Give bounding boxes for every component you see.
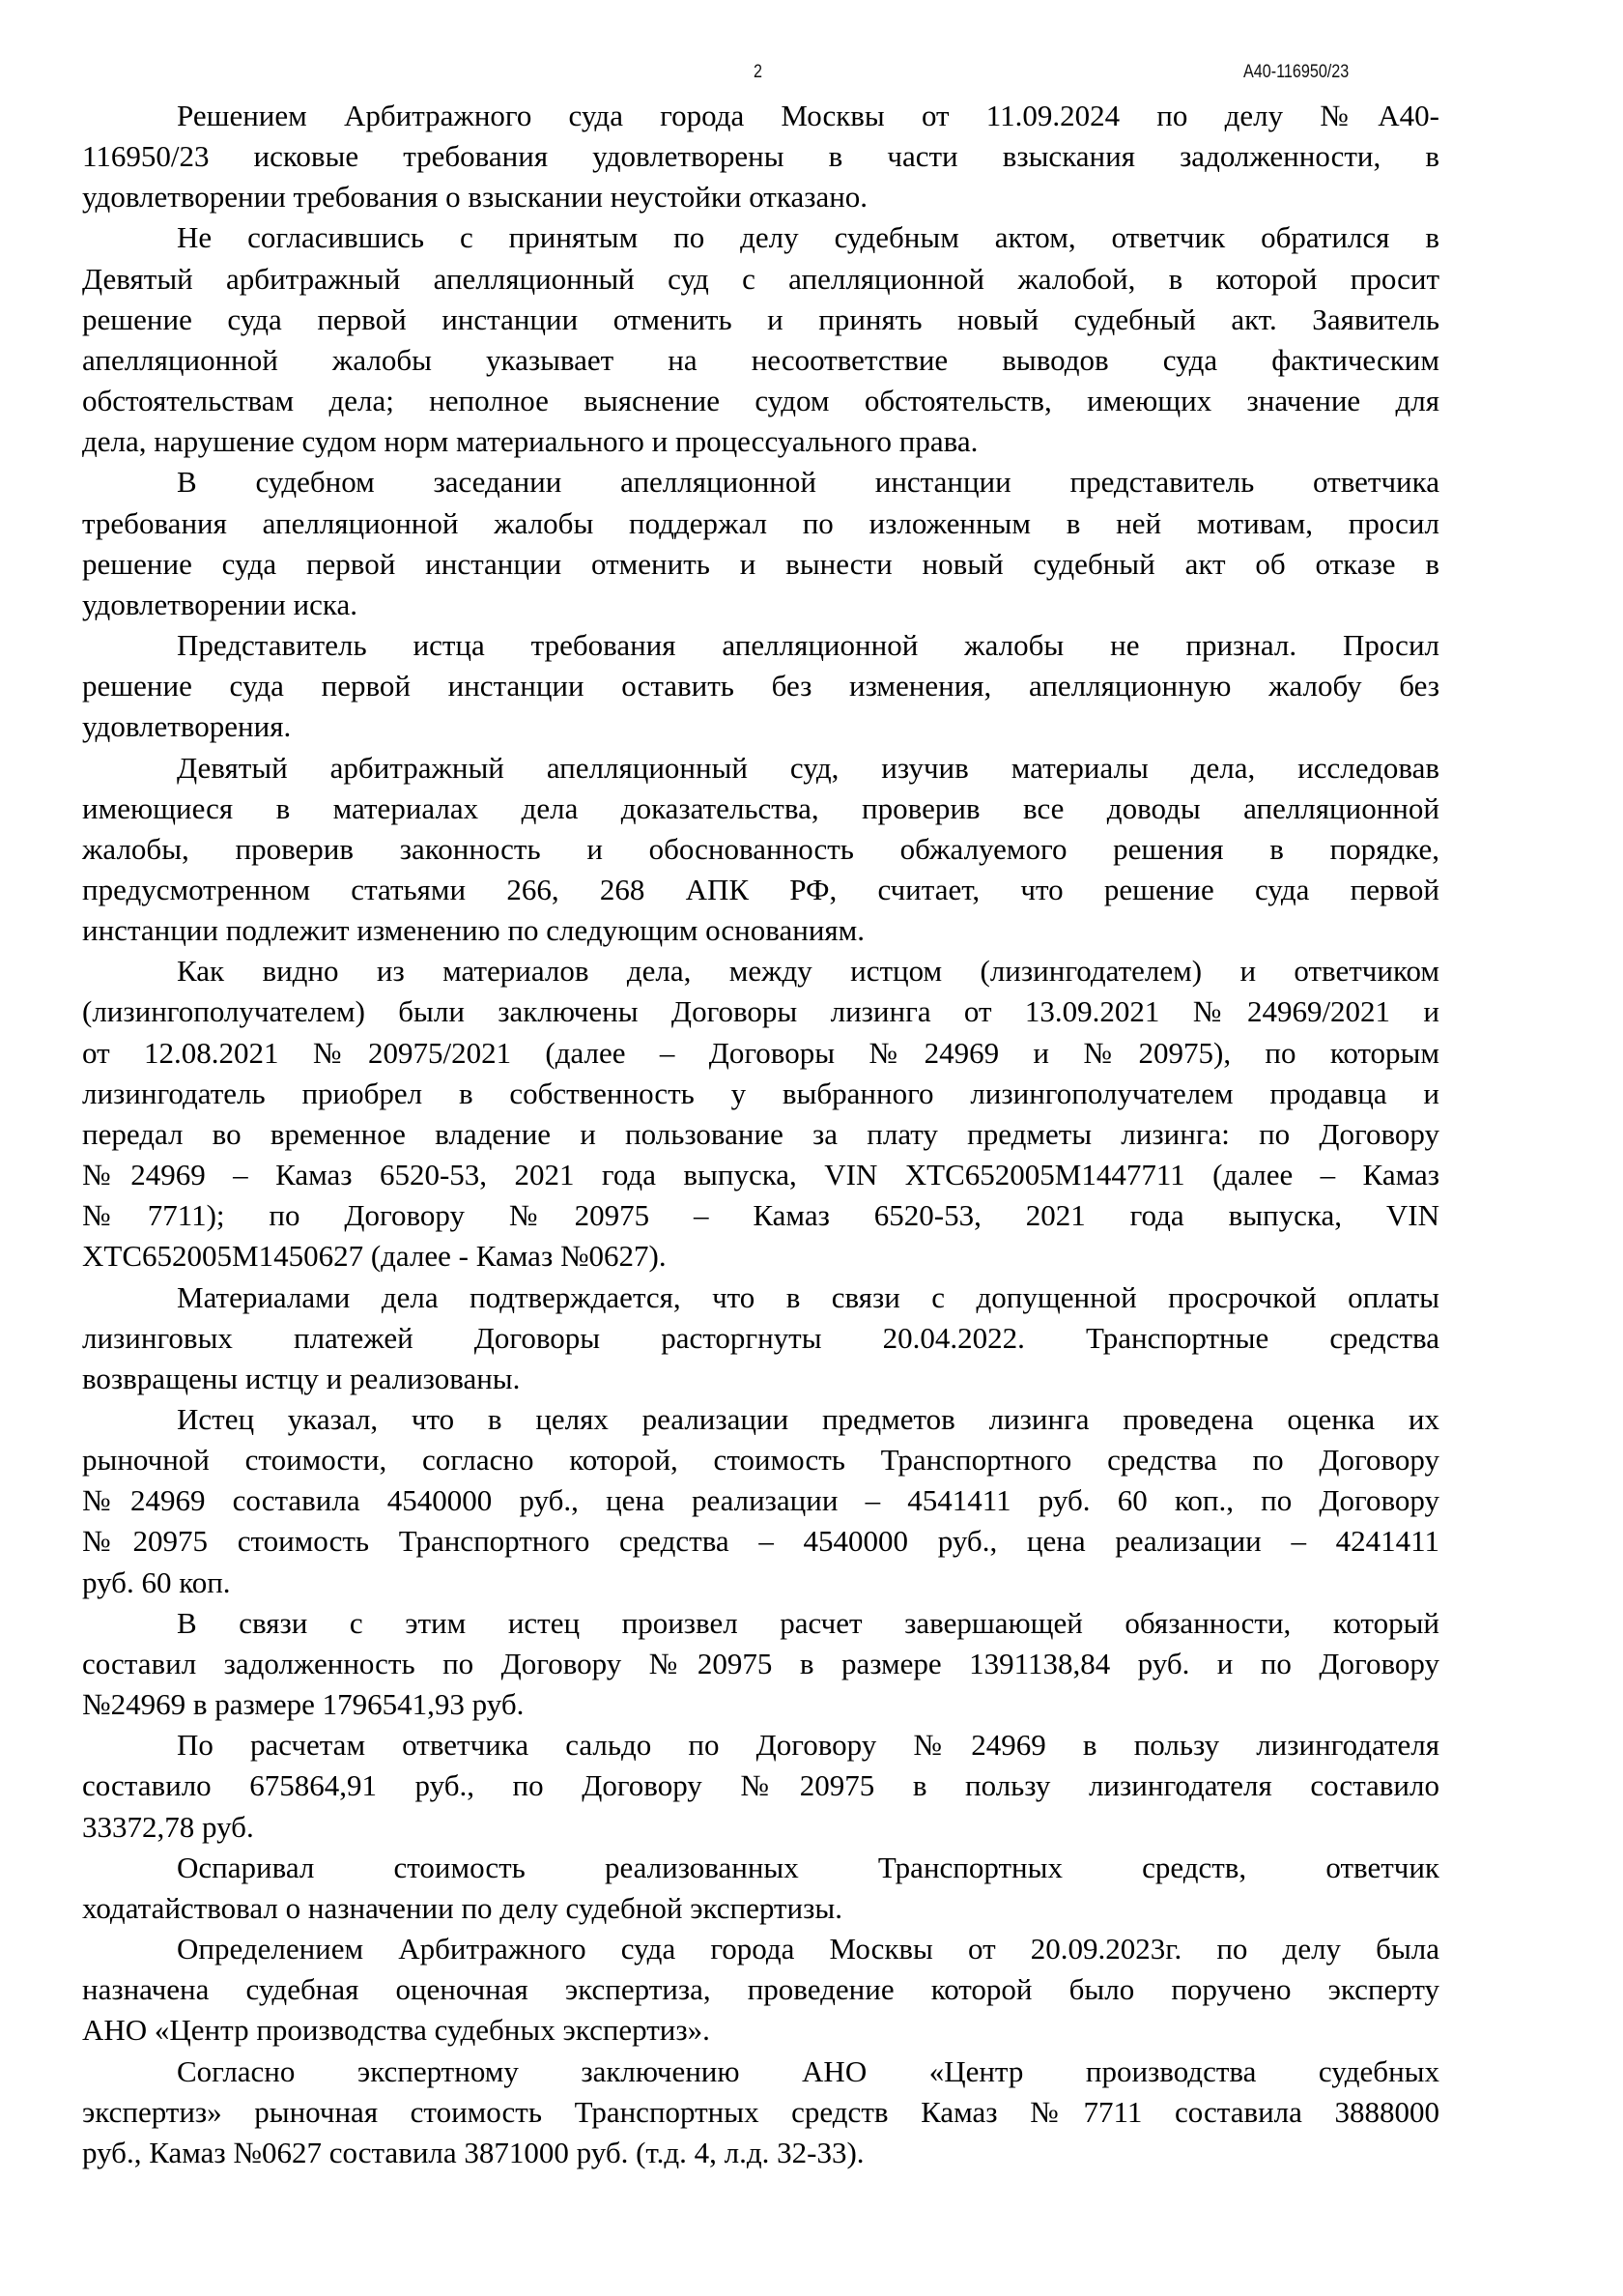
text-line: Не согласившись с принятым по делу судебным актом, ответчик обратился в xyxy=(177,220,1439,255)
text-line: руб., Камаз №0627 составила 3871000 руб. (т.д. 4, л.д. 32-33). xyxy=(82,2135,865,2169)
text-line: дела, нарушение судом норм материального и процессуального права. xyxy=(82,424,979,459)
text-line: №24969 – Камаз 6520-53, 2021 года выпуска, VIN XTC652005M1447711 (далее – Камаз xyxy=(82,1158,1439,1192)
text-line: №24969 составила 4540000 руб., цена реализации – 4541411 руб. 60 коп., по Договору xyxy=(82,1483,1439,1518)
text-line: экспертиз» рыночная стоимость Транспортных средств Камаз №7711 составила 3888000 xyxy=(82,2094,1439,2129)
paragraph xyxy=(82,217,1439,462)
text-line: удовлетворении требования о взыскании неустойки отказано. xyxy=(82,180,868,215)
text-line: Определением Арбитражного суда города Москвы от 20.09.2023г. по делу была xyxy=(177,1932,1439,1966)
paragraph xyxy=(82,1603,1439,1725)
text-line: передал во временное владение и пользование за плату предметы лизинга: по Договору xyxy=(82,1116,1439,1151)
paragraph xyxy=(82,1277,1439,1399)
text-line: назначена судебная оценочная экспертиза, проведение которой было поручено эксперту xyxy=(82,1972,1439,2007)
paragraph xyxy=(82,951,1439,1277)
text-line: Девятый арбитражный апелляционный суд с апелляционной жалобой, в которой просит xyxy=(82,261,1439,296)
text-line: требования апелляционной жалобы поддержал по изложенным в ней мотивам, просил xyxy=(82,505,1439,540)
text-line: удовлетворения. xyxy=(82,709,292,744)
paragraph xyxy=(82,462,1439,625)
paragraph xyxy=(82,1399,1439,1603)
text-line: Материалами дела подтверждается, что в связи с допущенной просрочкой оплаты xyxy=(177,1279,1439,1314)
text-line: лизингодатель приобрел в собственность у выбранного лизингополучателем продавца и xyxy=(82,1076,1439,1110)
text-line: Оспаривал стоимость реализованных Транспортных средств, ответчик xyxy=(177,1850,1439,1884)
text-line: ходатайствовал о назначении по делу судебной экспертизы. xyxy=(82,1890,842,1925)
text-line: В связи с этим истец произвел расчет завершающей обязанности, который xyxy=(177,1605,1439,1640)
text-line: решение суда первой инстанции отменить и принять новый судебный акт. Заявитель xyxy=(82,301,1439,336)
text-line: предусмотренном статьями 266, 268 АПК РФ, считает, что решение суда первой xyxy=(82,872,1439,906)
text-line: руб. 60 коп. xyxy=(82,1564,231,1599)
text-line: Согласно экспертному заключению АНО «Центр производства судебных xyxy=(177,2053,1439,2088)
text-line: №24969 в размере 1796541,93 руб. xyxy=(82,1687,525,1722)
text-line: рыночной стоимости, согласно которой, стоимость Транспортного средства по Договору xyxy=(82,1443,1439,1478)
text-line: обстоятельствам дела; неполное выяснение судом обстоятельств, имеющих значение для xyxy=(82,384,1439,418)
text-line: составило 675864,91 руб., по Договору №20975 в пользу лизингодателя составило xyxy=(82,1768,1439,1803)
text-line: Девятый арбитражный апелляционный суд, изучив материалы дела, исследовав xyxy=(177,750,1439,785)
text-line: лизинговых платежей Договоры расторгнуты 20.04.2022. Транспортные средства xyxy=(82,1320,1439,1355)
paragraph xyxy=(82,96,1439,217)
text-line: решение суда первой инстанции отменить и вынести новый судебный акт об отказе в xyxy=(82,546,1439,581)
text-line: возвращены истцу и реализованы. xyxy=(82,1361,521,1395)
text-line: апелляционной жалобы указывает на несоответствие выводов суда фактическим xyxy=(82,342,1439,377)
text-line: В судебном заседании апелляционной инстанции представитель ответчика xyxy=(177,465,1439,500)
text-line: По расчетам ответчика сальдо по Договору №24969 в пользу лизингодателя xyxy=(177,1728,1439,1763)
text-line: имеющиеся в материалах дела доказательства, проверив все доводы апелляционной xyxy=(82,790,1439,825)
paragraph xyxy=(82,1848,1439,1929)
paragraph xyxy=(82,625,1439,747)
text-line: Представитель истца требования апелляционной жалобы не признал. Просил xyxy=(177,628,1439,663)
text-line: удовлетворении иска. xyxy=(82,587,357,621)
text-line: АНО «Центр производства судебных экспертиз». xyxy=(82,2013,710,2048)
text-line: Истец указал, что в целях реализации предметов лизинга проведена оценка их xyxy=(177,1402,1439,1436)
page-number: 2 xyxy=(754,62,762,82)
paragraph xyxy=(82,748,1439,952)
text-line: 116950/23 исковые требования удовлетворены в части взыскания задолженности, в xyxy=(82,139,1439,174)
text-line: (лизингополучателем) были заключены Договоры лизинга от 13.09.2021 №24969/2021 и xyxy=(82,994,1439,1029)
text-line: решение суда первой инстанции оставить без изменения, апелляционную жалобу без xyxy=(82,669,1439,703)
text-line: составил задолженность по Договору №20975 в размере 1391138,84 руб. и по Договору xyxy=(82,1646,1439,1680)
text-line: инстанции подлежит изменению по следующим основаниям. xyxy=(82,913,866,948)
text-line: XTC652005M1450627 (далее - Камаз №0627). xyxy=(82,1239,667,1274)
text-line: жалобы, проверив законность и обоснованность обжалуемого решения в порядке, xyxy=(82,831,1439,866)
paragraph xyxy=(82,2052,1439,2173)
paragraph xyxy=(82,1725,1439,1847)
document-body xyxy=(82,96,1439,2173)
text-line: Как видно из материалов дела, между истцом (лизингодателем) и ответчиком xyxy=(177,954,1439,989)
text-line: 33372,78 руб. xyxy=(82,1809,254,1844)
text-line: от 12.08.2021 №20975/2021 (далее – Договоры №24969 и №20975), по которым xyxy=(82,1035,1439,1070)
text-line: Решением Арбитражного суда города Москвы от 11.09.2024 по делу №А40- xyxy=(177,99,1439,132)
text-line: №20975 стоимость Транспортного средства – 4540000 руб., цена реализации – 4241411 xyxy=(82,1524,1439,1559)
text-line: №7711); по Договору №20975 – Камаз 6520-53, 2021 года выпуска, VIN xyxy=(82,1198,1439,1233)
paragraph xyxy=(82,1929,1439,2051)
case-number: А40-116950/23 xyxy=(1243,62,1350,82)
